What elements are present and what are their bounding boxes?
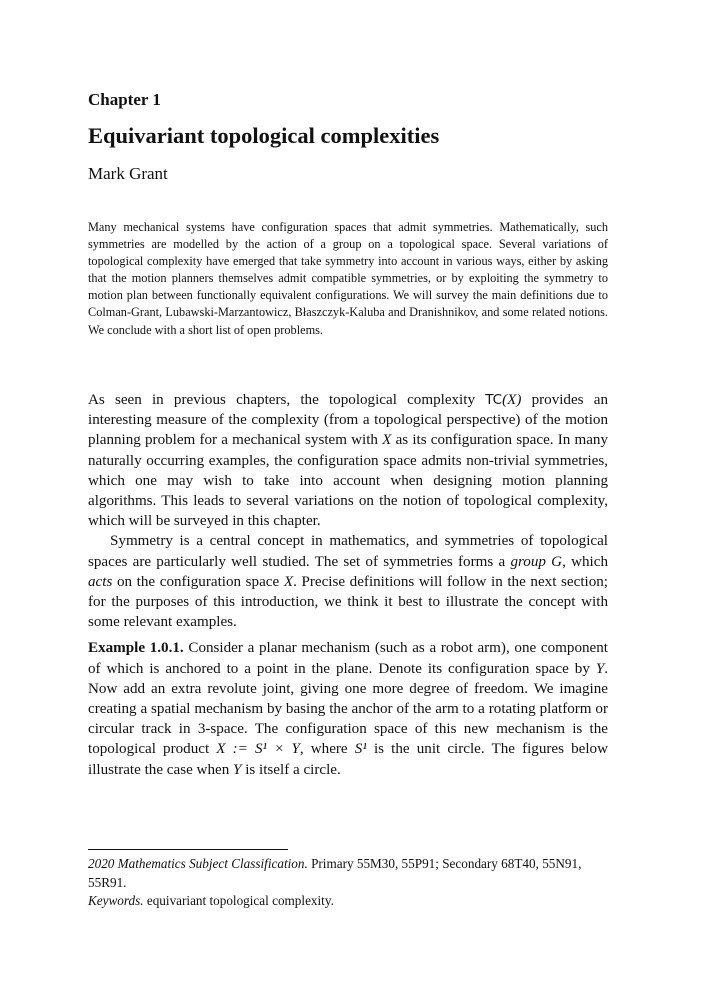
ex-text-5: is itself a circle. (241, 761, 341, 778)
p1-text-2: provides an interesting measure of the complexity (from a topological perspective) of the motion planning problem for a mechanical system with (88, 392, 608, 449)
ex-text-4: is the unit circle. The figures below illustrate the case when (88, 741, 608, 778)
example-paragraph (88, 638, 608, 779)
p1-text-1: As seen in previous chapters, the topological complexity (88, 392, 486, 408)
msc-label: 2020 Mathematics Subject Classification. (88, 856, 308, 871)
chapter-label: Chapter 1 (88, 90, 161, 109)
math-x: X (283, 573, 294, 590)
keywords-text: equivariant topological complexity. (143, 893, 334, 908)
body-text (88, 390, 608, 780)
p2-text-3: on the configuration space (112, 573, 284, 590)
intro-paragraph-2 (88, 531, 608, 632)
math-y: Y (233, 761, 242, 778)
p1-text-3: as its configuration space. In many naturally occurring examples, the configuration space admits non-trivial symmetries, which one may wish to take into account when designing motion planning algorithms. This leads to several variations on the notion of topological complexity, which will be surveyed in this chapter. (88, 432, 609, 530)
p2-text-4: . Precise definitions will follow in the next section; for the purposes of this introduction, we think it best to illustrate the concept with some relevant examples. (88, 573, 608, 631)
ex-text-2: . Now add an extra revolute joint, giving one more degree of freedom. We imagine creating a spatial mechanism by basing the anchor of the arm to a rotating platform or circular track in 3-space. The configuration space of this new mechanism is the topological product (88, 660, 608, 758)
author-name: Mark Grant (88, 164, 168, 183)
footnote (88, 855, 608, 911)
p2-text-2: , which (562, 553, 608, 570)
footnote-keywords (88, 892, 608, 911)
acts-term: acts (88, 573, 113, 590)
math-s1: S¹ (354, 741, 367, 758)
group-g-term: group G (510, 553, 563, 570)
ex-text-3: , where (299, 741, 355, 758)
ex-text-1: Consider a planar mechanism (such as a robot arm), one component of which is anchored to a point in the plane. Denote its configuration space by (88, 640, 608, 677)
tc-symbol: TC (485, 392, 503, 408)
tc-argument: (X) (502, 392, 522, 408)
product-formula: X := S¹ × Y (216, 741, 300, 758)
p2-text-1: Symmetry is a central concept in mathematics, and symmetries of topological spaces are particularly well studied. The set of symmetries forms a (88, 533, 608, 570)
math-x: X (382, 432, 392, 449)
example-heading: Example 1.0.1. (88, 640, 184, 657)
math-y: Y (595, 660, 605, 677)
abstract: Many mechanical systems have configuration spaces that admit symmetries. Mathematically, such symmetries are modelled by the action of a group on a topological space. Several variations of topological complexity have emerged that take symmetry into account in various ways, either by asking that the motion planners themselves admit compatible symmetries, or by exploiting the symmetry to motion plan between functionally equivalent configurations. We will survey the main definitions due to Colman-Grant, Lubawski-Marzantowicz, Błaszczyk-Kaluba and Dranishnikov, and some related notions. We conclude with a short list of open problems. (88, 220, 608, 337)
intro-paragraph-1 (88, 390, 608, 531)
footnote-divider (88, 849, 288, 850)
footnote-msc (88, 855, 608, 892)
msc-codes: Primary 55M30, 55P91; Secondary 68T40, 55N91, 55R91. (88, 856, 582, 890)
keywords-label: Keywords. (88, 893, 144, 908)
chapter-title: Equivariant topological complexities (88, 123, 440, 148)
